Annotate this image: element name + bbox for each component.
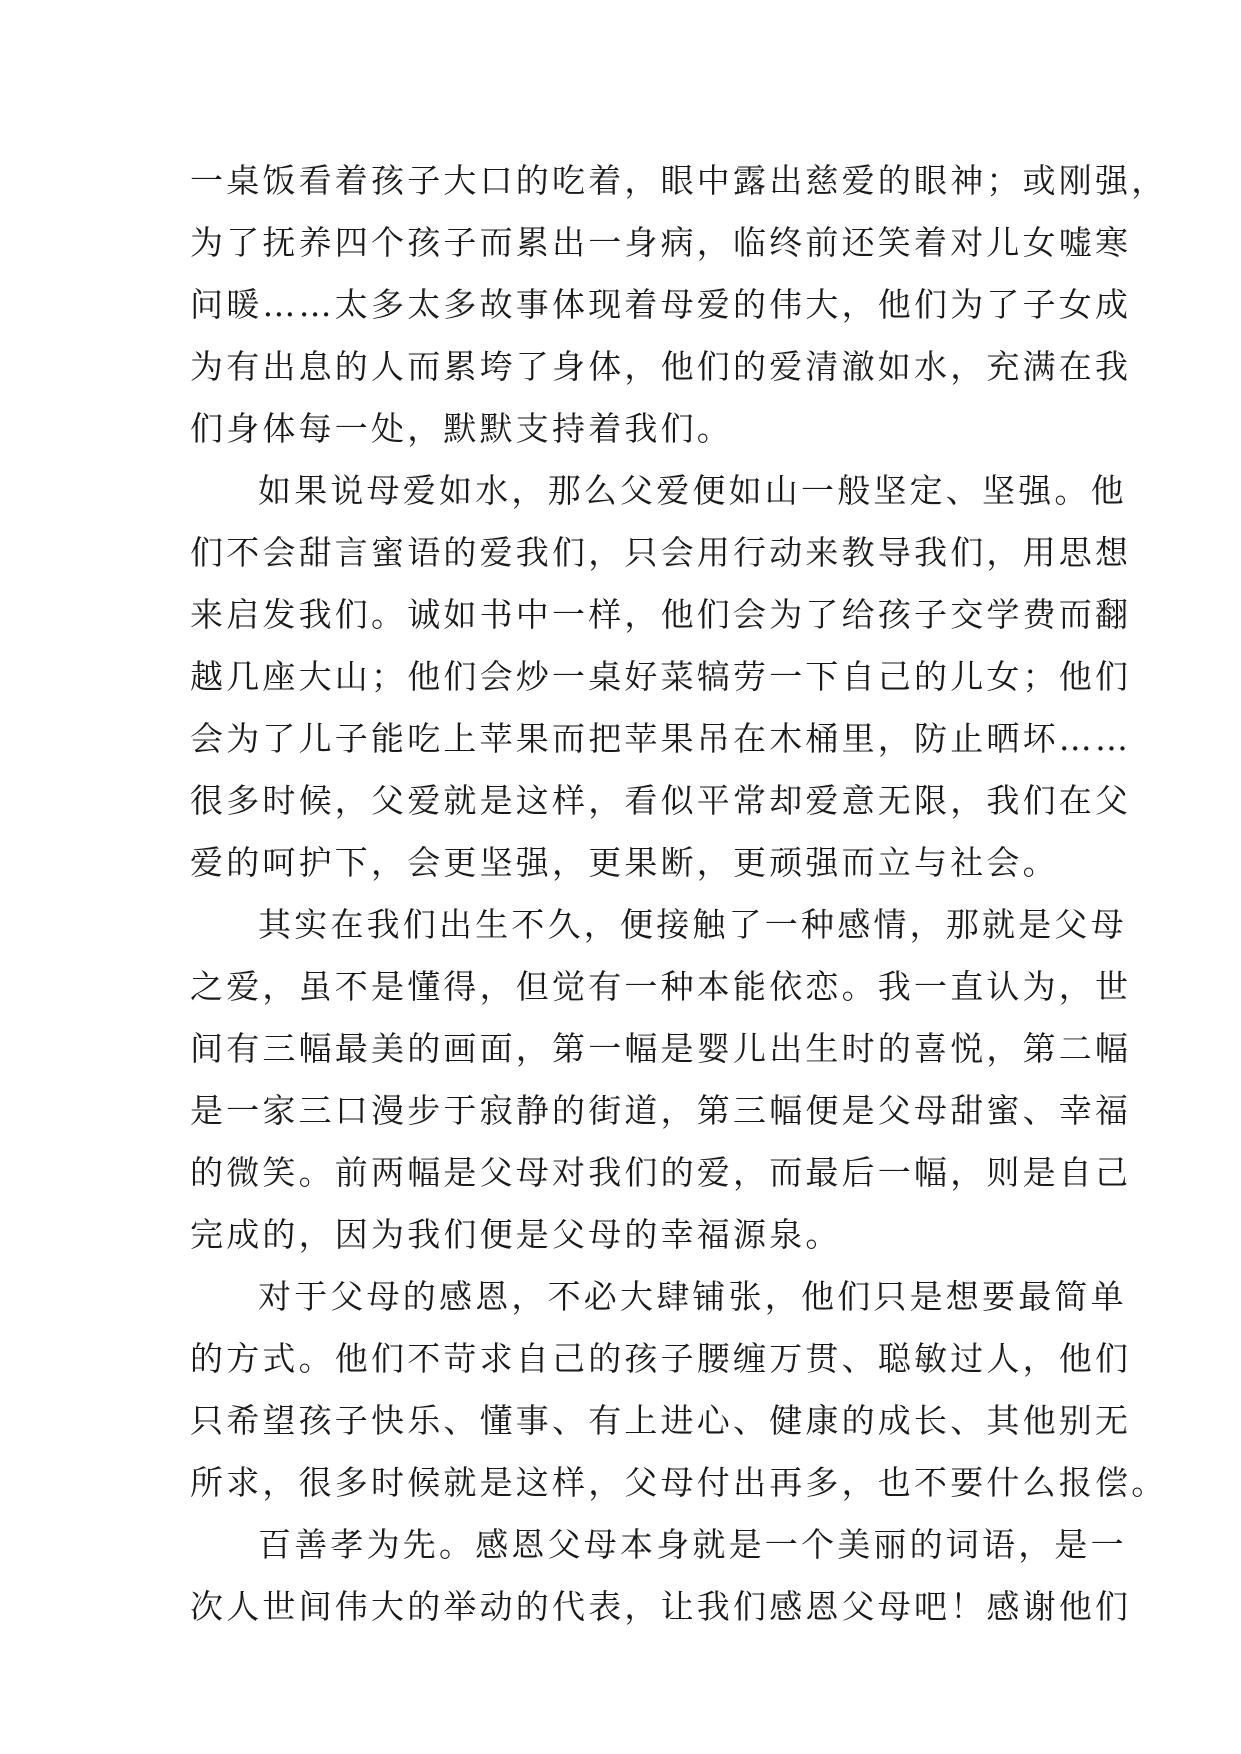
text-line: 的微笑。前两幅是父母对我们的爱，而最后一幅，则是自己 [190,1153,1132,1192]
text-line: 之爱，虽不是懂得，但觉有一种本能依恋。我一直认为，世 [190,967,1132,1006]
text-line: 一桌饭看着孩子大口的吃着，眼中露出慈爱的眼神；或刚强， [190,161,1168,200]
text-line: 为有出息的人而累垮了身体，他们的爱清澈如水，充满在我 [190,347,1132,386]
text-line: 为了抚养四个孩子而累出一身病，临终前还笑着对儿女嘘寒 [190,223,1132,262]
text-line: 们身体每一处，默默支持着我们。 [190,409,733,448]
text-line: 会为了儿子能吃上苹果而把苹果吊在木桶里，防止晒坏…… [190,719,1132,758]
text-line: 问暖……太多太多故事体现着母爱的伟大，他们为了子女成 [190,285,1132,324]
text-line: 们不会甜言蜜语的爱我们，只会用行动来教导我们，用思想 [190,533,1132,572]
text-line: 对于父母的感恩，不必大肆铺张，他们只是想要最简单 [258,1277,1127,1316]
text-line: 越几座大山；他们会炒一桌好菜犒劳一下自己的儿女；他们 [190,657,1132,696]
text-line: 百善孝为先。感恩父母本身就是一个美丽的词语，是一 [258,1525,1127,1564]
text-line: 来启发我们。诚如书中一样，他们会为了给孩子交学费而翻 [190,595,1132,634]
text-line: 所求，很多时候就是这样，父母付出再多，也不要什么报偿。 [190,1463,1168,1502]
text-line: 次人世间伟大的举动的代表，让我们感恩父母吧！感谢他们 [190,1587,1132,1626]
text-line: 如果说母爱如水，那么父爱便如山一般坚定、坚强。他 [258,471,1127,510]
text-line: 间有三幅最美的画面，第一幅是婴儿出生时的喜悦，第二幅 [190,1029,1132,1068]
document-body [190,150,1168,1638]
text-line: 是一家三口漫步于寂静的街道，第三幅便是父母甜蜜、幸福 [190,1091,1132,1130]
text-line: 完成的，因为我们便是父母的幸福源泉。 [190,1215,842,1254]
text-line: 很多时候，父爱就是这样，看似平常却爱意无限，我们在父 [190,781,1132,820]
text-line: 爱的呵护下，会更坚强，更果断，更顽强而立与社会。 [190,843,1059,882]
text-line: 的方式。他们不苛求自己的孩子腰缠万贯、聪敏过人，他们 [190,1339,1132,1378]
text-line: 只希望孩子快乐、懂事、有上进心、健康的成长、其他别无 [190,1401,1132,1440]
text-line: 其实在我们出生不久，便接触了一种感情，那就是父母 [258,905,1127,944]
